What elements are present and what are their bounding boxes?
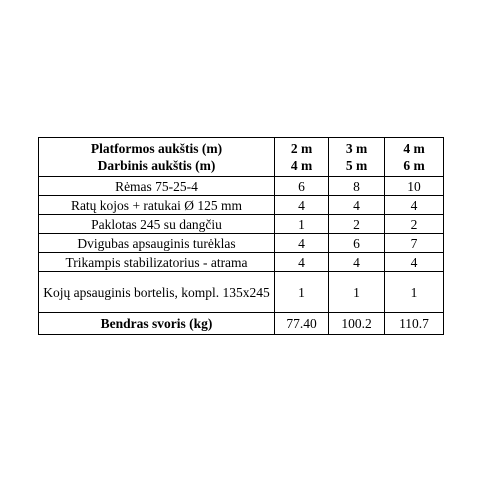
row-value: 4	[275, 253, 329, 272]
total-weight-value: 77.40	[275, 313, 329, 335]
row-value: 4	[329, 196, 385, 215]
row-label: Paklotas 245 su dangčiu	[39, 215, 275, 234]
row-value: 1	[275, 215, 329, 234]
row-value: 4	[385, 196, 444, 215]
platform-height-value: 4 m	[403, 141, 425, 156]
total-weight-value: 110.7	[385, 313, 444, 335]
row-label-line: 135x245	[222, 284, 270, 300]
row-value: 4	[275, 196, 329, 215]
table-row	[39, 253, 444, 272]
header-label-cell	[39, 138, 275, 177]
table-row	[39, 234, 444, 253]
row-value: 4	[275, 234, 329, 253]
row-label: Rėmas 75-25-4	[39, 177, 275, 196]
row-value: 6	[329, 234, 385, 253]
table-row	[39, 272, 444, 313]
header-column-2m	[275, 138, 329, 177]
row-value: 7	[385, 234, 444, 253]
working-height-value: 5 m	[345, 158, 368, 173]
table-row	[39, 196, 444, 215]
row-value: 1	[329, 272, 385, 313]
row-value: 4	[329, 253, 385, 272]
table-header-row	[39, 138, 444, 177]
specification-table	[38, 137, 444, 335]
row-value: 10	[385, 177, 444, 196]
row-value: 8	[329, 177, 385, 196]
total-weight-value: 100.2	[329, 313, 385, 335]
row-value: 2	[385, 215, 444, 234]
header-column-4m	[385, 138, 444, 177]
working-height-value: 6 m	[403, 158, 425, 173]
platform-height-label: Platformos aukštis (m)	[90, 141, 223, 156]
row-value: 1	[385, 272, 444, 313]
row-value: 4	[385, 253, 444, 272]
platform-height-value: 2 m	[290, 141, 313, 156]
table-row	[39, 177, 444, 196]
row-value: 1	[275, 272, 329, 313]
row-label	[39, 272, 275, 313]
row-value: 6	[275, 177, 329, 196]
row-label-line: Kojų apsauginis bortelis, kompl.	[43, 284, 220, 300]
row-label: Dvigubas apsauginis turėklas	[39, 234, 275, 253]
working-height-value: 4 m	[290, 158, 313, 173]
header-column-3m	[329, 138, 385, 177]
table-row	[39, 215, 444, 234]
row-value: 2	[329, 215, 385, 234]
row-label: Trikampis stabilizatorius - atrama	[39, 253, 275, 272]
row-label: Ratų kojos + ratukai Ø 125 mm	[39, 196, 275, 215]
platform-height-value: 3 m	[345, 141, 368, 156]
total-weight-row	[39, 313, 444, 335]
total-weight-label: Bendras svoris (kg)	[39, 313, 275, 335]
working-height-label: Darbinis aukštis (m)	[97, 158, 216, 173]
